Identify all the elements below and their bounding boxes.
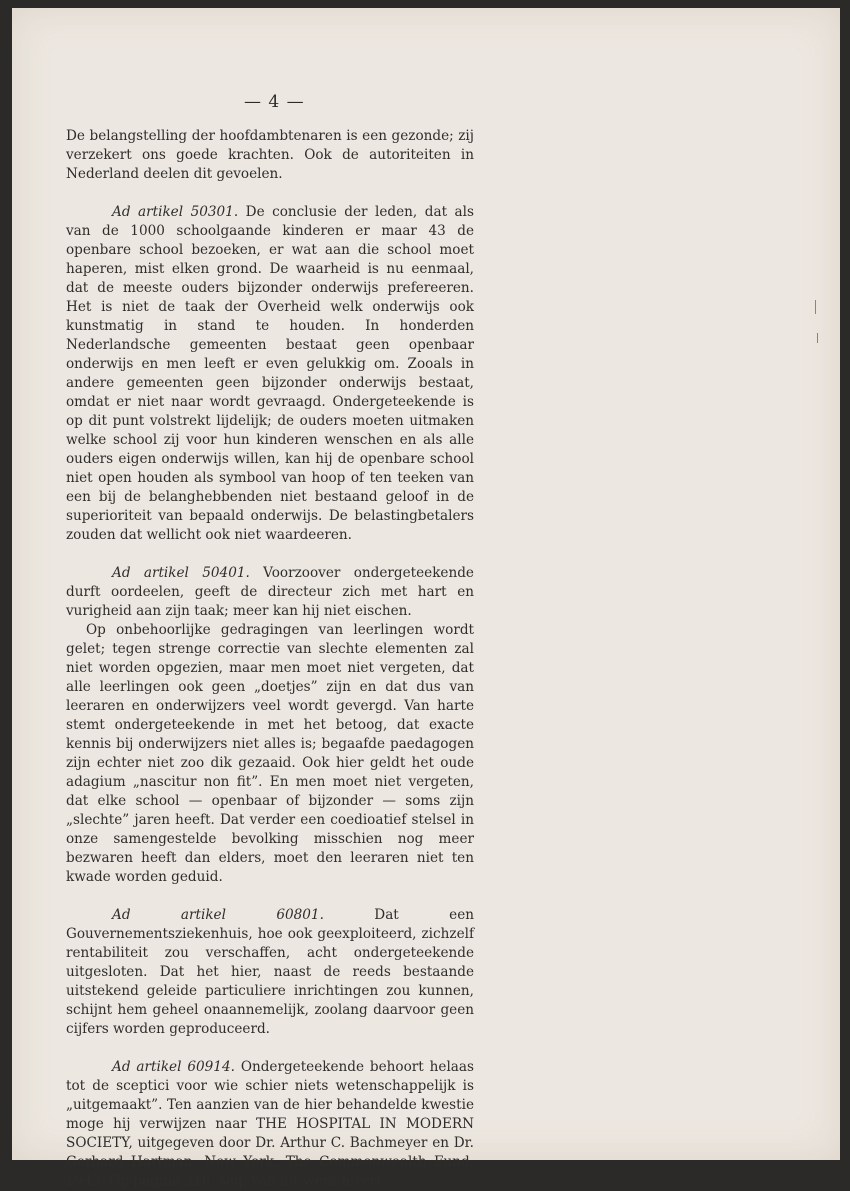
paragraph-5 <box>66 906 474 1039</box>
paragraph-6-text: Ondergeteekende behoort helaas tot de sceptici voor wie schier niets wetenschappelijk is „uitgemaakt”. Ten aanzien van de hier behandelde kwestie moge hij verwijzen naar THE HOSPITAL IN MODERN SOCIETY, uitgegeven door Dr. Arthur C. Bachmeyer en Dr. Gerhard Hartman, New York, The Commonwealth Fund, 1943. Op pagina 316, seq. van dit werk levert <box>66 1059 474 1189</box>
paragraph-4 <box>66 621 474 887</box>
paragraph-3 <box>66 564 474 621</box>
paragraph-6 <box>66 1058 474 1191</box>
paragraph-2 <box>66 203 474 545</box>
paragraph-4-text: Op onbehoorlijke gedragingen van leerlingen wordt gelet; tegen strenge correctie van slechte elementen zal niet worden opgezien, maar men moet niet vergeten, dat alle leerlingen ook geen „doetjes” zijn en dat dus van leeraren en onderwijzers veel wordt gevergd. Van harte stemt ondergeteekende in met het betoog, dat exacte kennis bij onderwijzers niet alles is; begaafde paedagogen zijn echter niet zoo dik gezaaid. Ook hier geldt het oude adagium „nascitur non fit”. En men moet niet vergeten, dat elke school — openbaar of bijzonder — soms zijn „slechte” jaren heeft. Dat verder een coedioatief stelsel in onze samengestelde bevolking misschien nog meer bezwaren heeft dan elders, moet den leeraren niet ten kwade worden geduid. <box>66 622 474 885</box>
margin-mark <box>815 300 816 314</box>
document-page <box>12 8 840 1189</box>
page-number: — 4 — <box>244 92 305 112</box>
article-ref-60914: Ad artikel 60914. <box>112 1059 235 1075</box>
paragraph-1 <box>66 127 474 184</box>
paragraph-5-text: Dat een Gouvernementsziekenhuis, hoe ook geexploiteerd, zichzelf rentabiliteit zou verschaffen, acht ondergeteekende uitgesloten. Dat het hier, naast de reeds bestaande uitstekend geleide particuliere inrichtingen zou kunnen, schijnt hem geheel onaannemelijk, zoolang daarvoor geen cijfers worden geproduceerd. <box>66 907 474 1037</box>
paragraph-2-text: De conclusie der leden, dat als van de 1000 schoolgaande kinderen er maar 43 de openbare school bezoeken, er wat aan die school moet haperen, mist elken grond. De waarheid is nu eenmaal, dat de meeste ouders bijzonder onderwijs prefereeren. Het is niet de taak der Overheid welk onderwijs ook kunstmatig in stand te houden. In honderden Nederlandsche gemeenten bestaat geen openbaar onderwijs en men leeft er even gelukkig om. Zooals in andere gemeenten geen bijzonder onderwijs bestaat, omdat er niet naar wordt gevraagd. Ondergeteekende is op dit punt volstrekt lijdelijk; de ouders moeten uitmaken welke school zij voor hun kinderen wenschen en als alle ouders eigen onderwijs willen, kan hij de openbare school niet open houden als symbool van hoop of ten teeken van een bij de belanghebbenden niet bestaand geloof in de superioriteit van bepaald onderwijs. De belastingbetalers zouden dat wellicht ook niet waardeeren. <box>66 204 474 543</box>
article-ref-50301: Ad artikel 50301. <box>112 204 239 220</box>
article-ref-60801: Ad artikel 60801. <box>112 907 324 923</box>
body-text <box>66 127 474 1191</box>
article-ref-50401: Ad artikel 50401. <box>112 565 250 581</box>
paragraph-3-text: Voorzoover ondergeteekende durft oordeelen, geeft de directeur zich met hart en vurigheid aan zijn taak; meer kan hij niet eischen. <box>66 565 474 619</box>
paragraph-1-text: De belangstelling der hoofdambtenaren is een gezonde; zij verzekert ons goede krachten. Ook de autoriteiten in Nederland deelen dit gevoelen. <box>66 128 474 182</box>
margin-mark <box>817 333 818 343</box>
